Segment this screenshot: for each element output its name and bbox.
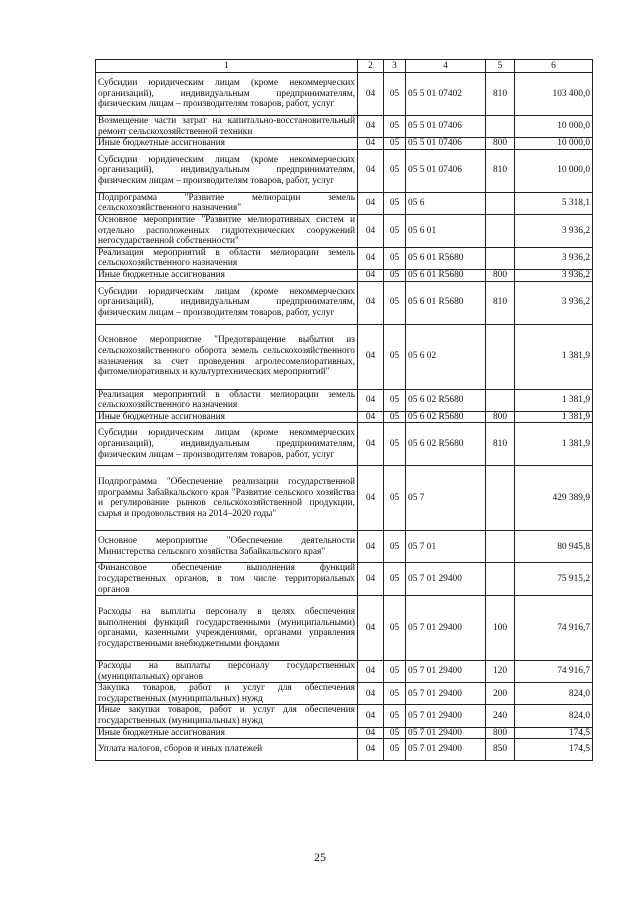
expense-type-cell: 810	[486, 73, 515, 116]
subsection-code-cell: 05	[384, 661, 406, 683]
subsection-code-cell: 05	[384, 324, 406, 389]
table-row	[96, 739, 593, 761]
expense-type-cell: 100	[486, 596, 515, 661]
target-article-cell: 05 6 01 R5680	[406, 281, 486, 324]
table-row	[96, 661, 593, 683]
subsection-code-cell: 05	[384, 727, 406, 739]
table-row	[96, 281, 593, 324]
amount-cell: 3 936,2	[515, 281, 593, 324]
target-article-cell: 05 7 01	[406, 531, 486, 563]
amount-cell: 3 936,2	[515, 269, 593, 281]
expense-type-cell: 200	[486, 683, 515, 705]
row-name-cell: Реализация мероприятий в области мелиорации земель сельскохозяйственного назначения	[96, 247, 358, 269]
column-header: 4	[406, 60, 486, 73]
subsection-code-cell: 05	[384, 138, 406, 150]
row-name-cell: Иные бюджетные ассигнования	[96, 138, 358, 150]
expense-type-cell: 240	[486, 705, 515, 727]
section-code-cell: 04	[358, 324, 384, 389]
row-name-cell: Уплата налогов, сборов и иных платежей	[96, 739, 358, 761]
budget-table	[95, 59, 593, 761]
section-code-cell: 04	[358, 683, 384, 705]
row-name-cell: Основное мероприятие "Развитие мелиоративных систем и отдельно расположенных гидротехнических сооружений негосударственной собственности"	[96, 214, 358, 247]
target-article-cell: 05 5 01 07402	[406, 73, 486, 116]
section-code-cell: 04	[358, 531, 384, 563]
target-article-cell: 05 6 01	[406, 214, 486, 247]
table-row	[96, 116, 593, 138]
table-row	[96, 466, 593, 531]
expense-type-cell	[486, 214, 515, 247]
amount-cell: 80 945,8	[515, 531, 593, 563]
section-code-cell: 04	[358, 389, 384, 411]
target-article-cell: 05 7 01 29400	[406, 563, 486, 596]
row-name-cell: Субсидии юридическим лицам (кроме некоммерческих организаций), индивидуальным предпринимателям, физическим лицам – производителям товаров, работ, услуг	[96, 423, 358, 466]
target-article-cell: 05 7	[406, 466, 486, 531]
target-article-cell: 05 6 02 R5680	[406, 423, 486, 466]
row-name-cell: Субсидии юридическим лицам (кроме некоммерческих организаций), индивидуальным предпринимателям, физическим лицам – производителям товаров, работ, услуг	[96, 149, 358, 192]
section-code-cell: 04	[358, 192, 384, 214]
subsection-code-cell: 05	[384, 705, 406, 727]
target-article-cell: 05 5 01 07406	[406, 149, 486, 192]
amount-cell: 824,0	[515, 683, 593, 705]
target-article-cell: 05 7 01 29400	[406, 739, 486, 761]
expense-type-cell	[486, 466, 515, 531]
amount-cell: 10 000,0	[515, 116, 593, 138]
table-row	[96, 531, 593, 563]
row-name-cell: Финансовое обеспечение выполнения функций государственных органов, в том числе территориальных органов	[96, 563, 358, 596]
target-article-cell: 05 7 01 29400	[406, 705, 486, 727]
section-code-cell: 04	[358, 214, 384, 247]
page-number: 25	[314, 850, 326, 864]
row-name-cell: Расходы на выплаты персоналу в целях обеспечения выполнения функций государственными (муниципальными) органами, казенными учреждениями, органами управления государственными внебюджетными фондами	[96, 596, 358, 661]
subsection-code-cell: 05	[384, 739, 406, 761]
section-code-cell: 04	[358, 423, 384, 466]
row-name-cell: Возмещение части затрат на капитально-восстановительный ремонт сельскохозяйственной техники	[96, 116, 358, 138]
expense-type-cell: 120	[486, 661, 515, 683]
section-code-cell: 04	[358, 411, 384, 423]
expense-type-cell: 800	[486, 138, 515, 150]
table-row	[96, 269, 593, 281]
table-row	[96, 423, 593, 466]
expense-type-cell: 800	[486, 727, 515, 739]
subsection-code-cell: 05	[384, 563, 406, 596]
amount-cell: 3 936,2	[515, 214, 593, 247]
amount-cell: 1 381,9	[515, 411, 593, 423]
row-name-cell: Расходы на выплаты персоналу государственных (муниципальных) органов	[96, 661, 358, 683]
row-name-cell: Подпрограмма "Обеспечение реализации государственной программы Забайкальского края "Развитие сельского хозяйства и регулирование рынков сельскохозяйственной продукции, сырья и продовольствия на 2014–2020 годы"	[96, 466, 358, 531]
expense-type-cell	[486, 324, 515, 389]
subsection-code-cell: 05	[384, 73, 406, 116]
target-article-cell: 05 5 01 07406	[406, 116, 486, 138]
expense-type-cell	[486, 389, 515, 411]
table-row	[96, 683, 593, 705]
row-name-cell: Иные закупки товаров, работ и услуг для обеспечения государственных (муниципальных) нужд	[96, 705, 358, 727]
table-row	[96, 324, 593, 389]
column-header: 6	[515, 60, 593, 73]
amount-cell: 1 381,9	[515, 423, 593, 466]
subsection-code-cell: 05	[384, 281, 406, 324]
section-code-cell: 04	[358, 596, 384, 661]
subsection-code-cell: 05	[384, 269, 406, 281]
table-header-row	[96, 60, 593, 73]
expense-type-cell	[486, 563, 515, 596]
column-header: 1	[96, 60, 358, 73]
section-code-cell: 04	[358, 739, 384, 761]
column-header: 2	[358, 60, 384, 73]
target-article-cell: 05 7 01 29400	[406, 683, 486, 705]
table-row	[96, 727, 593, 739]
expense-type-cell: 810	[486, 149, 515, 192]
target-article-cell: 05 7 01 29400	[406, 727, 486, 739]
table-row	[96, 411, 593, 423]
subsection-code-cell: 05	[384, 192, 406, 214]
subsection-code-cell: 05	[384, 247, 406, 269]
row-name-cell: Основное мероприятие "Обеспечение деятельности Министерства сельского хозяйства Забайкальского края"	[96, 531, 358, 563]
subsection-code-cell: 05	[384, 423, 406, 466]
table-row	[96, 138, 593, 150]
table-row	[96, 73, 593, 116]
subsection-code-cell: 05	[384, 531, 406, 563]
column-header: 3	[384, 60, 406, 73]
row-name-cell: Основное мероприятие "Предотвращение выбытия из сельскохозяйственного оборота земель сельскохозяйственного назначения за счет проведения агролесомелиоративных, фитомелиоративных и культуртехнических мероприятий"	[96, 324, 358, 389]
subsection-code-cell: 05	[384, 116, 406, 138]
table-row	[96, 192, 593, 214]
amount-cell: 1 381,9	[515, 324, 593, 389]
table-row	[96, 149, 593, 192]
expense-type-cell	[486, 247, 515, 269]
expense-type-cell: 850	[486, 739, 515, 761]
target-article-cell: 05 6 02 R5680	[406, 411, 486, 423]
table-body	[96, 73, 593, 761]
subsection-code-cell: 05	[384, 683, 406, 705]
table-row	[96, 214, 593, 247]
expense-type-cell: 800	[486, 269, 515, 281]
row-name-cell: Иные бюджетные ассигнования	[96, 269, 358, 281]
subsection-code-cell: 05	[384, 389, 406, 411]
table-row	[96, 705, 593, 727]
subsection-code-cell: 05	[384, 466, 406, 531]
table-row	[96, 389, 593, 411]
target-article-cell: 05 6 02	[406, 324, 486, 389]
table-row	[96, 596, 593, 661]
row-name-cell: Субсидии юридическим лицам (кроме некоммерческих организаций), индивидуальным предпринимателям, физическим лицам – производителям товаров, работ, услуг	[96, 73, 358, 116]
expense-type-cell: 810	[486, 423, 515, 466]
amount-cell: 824,0	[515, 705, 593, 727]
subsection-code-cell: 05	[384, 149, 406, 192]
expense-type-cell	[486, 531, 515, 563]
amount-cell: 429 389,9	[515, 466, 593, 531]
section-code-cell: 04	[358, 138, 384, 150]
amount-cell: 10 000,0	[515, 138, 593, 150]
target-article-cell: 05 7 01 29400	[406, 596, 486, 661]
amount-cell: 174,5	[515, 739, 593, 761]
expense-type-cell: 800	[486, 411, 515, 423]
row-name-cell: Реализация мероприятий в области мелиорации земель сельскохозяйственного назначения	[96, 389, 358, 411]
expense-type-cell: 810	[486, 281, 515, 324]
section-code-cell: 04	[358, 466, 384, 531]
target-article-cell: 05 5 01 07406	[406, 138, 486, 150]
row-name-cell: Подпрограмма "Развитие мелиорации земель сельскохозяйственного назначения"	[96, 192, 358, 214]
row-name-cell: Иные бюджетные ассигнования	[96, 727, 358, 739]
row-name-cell: Субсидии юридическим лицам (кроме некоммерческих организаций), индивидуальным предпринимателям, физическим лицам – производителям товаров, работ, услуг	[96, 281, 358, 324]
section-code-cell: 04	[358, 269, 384, 281]
table-row	[96, 563, 593, 596]
subsection-code-cell: 05	[384, 411, 406, 423]
target-article-cell: 05 6 02 R5680	[406, 389, 486, 411]
amount-cell: 10 000,0	[515, 149, 593, 192]
expense-type-cell	[486, 116, 515, 138]
amount-cell: 75 915,2	[515, 563, 593, 596]
row-name-cell: Иные бюджетные ассигнования	[96, 411, 358, 423]
target-article-cell: 05 6	[406, 192, 486, 214]
subsection-code-cell: 05	[384, 214, 406, 247]
section-code-cell: 04	[358, 281, 384, 324]
subsection-code-cell: 05	[384, 596, 406, 661]
section-code-cell: 04	[358, 563, 384, 596]
section-code-cell: 04	[358, 661, 384, 683]
amount-cell: 3 936,2	[515, 247, 593, 269]
target-article-cell: 05 6 01 R5680	[406, 247, 486, 269]
section-code-cell: 04	[358, 73, 384, 116]
amount-cell: 74 916,7	[515, 661, 593, 683]
amount-cell: 174,5	[515, 727, 593, 739]
target-article-cell: 05 6 01 R5680	[406, 269, 486, 281]
amount-cell: 1 381,9	[515, 389, 593, 411]
amount-cell: 5 318,1	[515, 192, 593, 214]
column-header: 5	[486, 60, 515, 73]
section-code-cell: 04	[358, 727, 384, 739]
amount-cell: 103 400,0	[515, 73, 593, 116]
section-code-cell: 04	[358, 116, 384, 138]
expense-type-cell	[486, 192, 515, 214]
target-article-cell: 05 7 01 29400	[406, 661, 486, 683]
section-code-cell: 04	[358, 247, 384, 269]
section-code-cell: 04	[358, 149, 384, 192]
amount-cell: 74 916,7	[515, 596, 593, 661]
section-code-cell: 04	[358, 705, 384, 727]
row-name-cell: Закупка товаров, работ и услуг для обеспечения государственных (муниципальных) нужд	[96, 683, 358, 705]
table-row	[96, 247, 593, 269]
